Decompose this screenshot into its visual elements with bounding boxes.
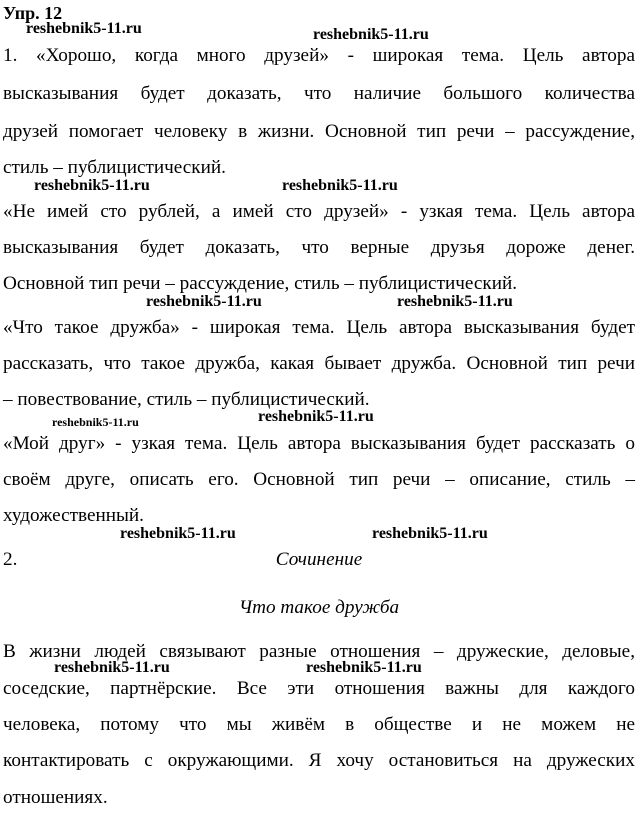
text-line: отношениях. — [3, 787, 108, 808]
watermark: reshebnik5-11.ru — [146, 293, 262, 310]
text-line: 1. «Хорошо, когда много друзей» - широкая тема. Цель автора — [3, 45, 635, 66]
watermark: reshebnik5-11.ru — [54, 659, 170, 676]
text-line: Основной тип речи – рассуждение, стиль – публицистический. — [3, 273, 518, 294]
watermark: reshebnik5-11.ru — [258, 408, 374, 425]
text-line: соседские, партнёрские. Все эти отношения важны для каждого — [3, 678, 635, 699]
watermark: reshebnik5-11.ru — [313, 26, 429, 43]
watermark: reshebnik5-11.ru — [26, 20, 142, 37]
section-heading: Сочинение — [275, 549, 363, 570]
exercise-title: Упр. 12 — [3, 3, 63, 23]
watermark: reshebnik5-11.ru — [34, 177, 150, 194]
text-line: своём друге, описать его. Основной тип речи – описание, стиль – — [3, 469, 635, 490]
text-line: – повествование, стиль – публицистический. — [3, 389, 370, 410]
text-line: «Что такое дружба» - широкая тема. Цель автора высказывания будет — [3, 317, 635, 338]
text-line: художественный. — [3, 505, 144, 526]
text-line: рассказать, что такое дружба, какая бывает дружба. Основной тип речи — [3, 353, 635, 374]
text-line: стиль – публицистический. — [3, 157, 226, 178]
watermark: reshebnik5-11.ru — [306, 659, 422, 676]
watermark: reshebnik5-11.ru — [397, 293, 513, 310]
text-line: друзей помогает человеку в жизни. Основной тип речи – рассуждение, — [3, 121, 635, 142]
text-line: «Не имей сто рублей, а имей сто друзей» - узкая тема. Цель автора — [3, 201, 635, 222]
watermark: reshebnik5-11.ru — [282, 177, 398, 194]
watermark: reshebnik5-11.ru — [372, 525, 488, 542]
essay-title: Что такое дружба — [238, 597, 400, 618]
watermark: reshebnik5-11.ru — [120, 525, 236, 542]
text-line: В жизни людей связывают разные отношения – дружеские, деловые, — [3, 641, 635, 662]
text-line: высказывания будет доказать, что наличие большого количества — [3, 83, 635, 104]
section-number: 2. — [3, 549, 18, 570]
text-line: высказывания будет доказать, что верные друзья дороже денег. — [3, 237, 635, 258]
text-line: контактировать с окружающими. Я хочу остановиться на дружеских — [3, 750, 635, 771]
watermark: reshebnik5-11.ru — [52, 415, 139, 429]
text-line: человека, потому что мы живём в обществе и не можем не — [3, 714, 635, 735]
text-line: «Мой друг» - узкая тема. Цель автора высказывания будет рассказать о — [3, 433, 635, 454]
